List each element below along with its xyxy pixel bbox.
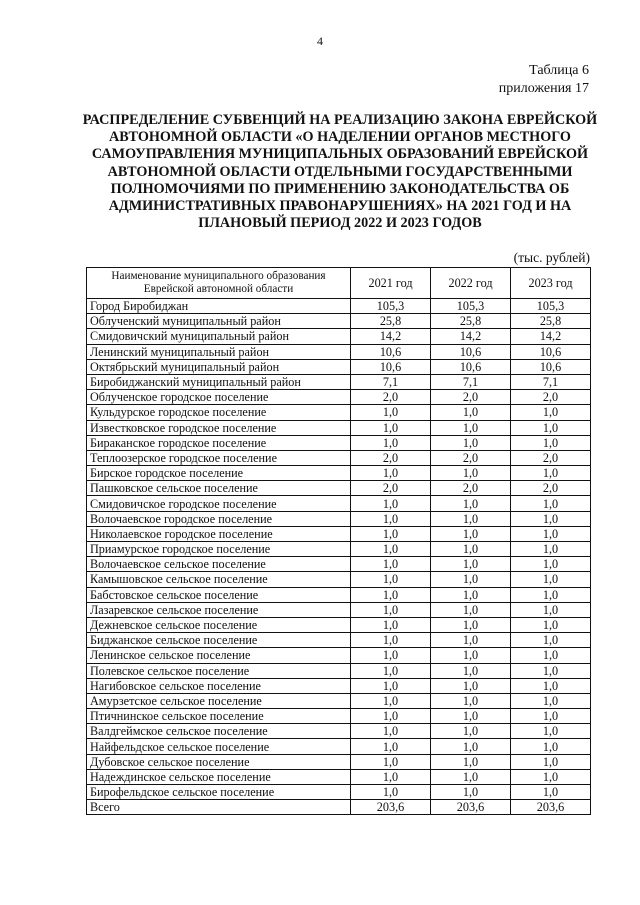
cell-year-2023: 1,0 [511, 739, 591, 754]
table-row [87, 511, 591, 526]
table-row [87, 299, 591, 314]
cell-year-2022: 1,0 [431, 466, 511, 481]
cell-year-2023: 1,0 [511, 693, 591, 708]
cell-year-2021: 2,0 [351, 481, 431, 496]
cell-municipality: Волочаевское сельское поселение [87, 557, 351, 572]
cell-year-2022: 1,0 [431, 785, 511, 800]
cell-year-2022: 1,0 [431, 557, 511, 572]
cell-year-2023: 1,0 [511, 754, 591, 769]
table-row [87, 693, 591, 708]
cell-year-2021: 1,0 [351, 739, 431, 754]
cell-year-2022: 1,0 [431, 769, 511, 784]
cell-year-2022: 203,6 [431, 800, 511, 815]
cell-year-2023: 2,0 [511, 390, 591, 405]
cell-municipality: Облученское городское поселение [87, 390, 351, 405]
cell-year-2022: 1,0 [431, 693, 511, 708]
cell-year-2023: 1,0 [511, 648, 591, 663]
cell-year-2023: 1,0 [511, 420, 591, 435]
table-row [87, 420, 591, 435]
cell-year-2023: 203,6 [511, 800, 591, 815]
cell-municipality: Биджанское сельское поселение [87, 633, 351, 648]
table-row [87, 587, 591, 602]
table-row [87, 648, 591, 663]
cell-year-2023: 1,0 [511, 511, 591, 526]
cell-municipality: Волочаевское городское поселение [87, 511, 351, 526]
cell-year-2023: 7,1 [511, 374, 591, 389]
table-row [87, 359, 591, 374]
cell-year-2022: 1,0 [431, 542, 511, 557]
cell-year-2023: 1,0 [511, 572, 591, 587]
cell-year-2023: 1,0 [511, 466, 591, 481]
cell-municipality: Облученский муниципальный район [87, 314, 351, 329]
cell-municipality: Приамурское городское поселение [87, 542, 351, 557]
table-row [87, 405, 591, 420]
cell-year-2021: 1,0 [351, 648, 431, 663]
table-row [87, 785, 591, 800]
cell-year-2021: 1,0 [351, 693, 431, 708]
cell-year-2021: 14,2 [351, 329, 431, 344]
document-title: РАСПРЕДЕЛЕНИЕ СУБВЕНЦИЙ НА РЕАЛИЗАЦИЮ ЗАКОНА ЕВРЕЙСКОЙ АВТОНОМНОЙ ОБЛАСТИ «О НАДЕЛЕНИИ ОРГАНОВ МЕСТНОГО САМОУПРАВЛЕНИЯ МУНИЦИПАЛЬНЫХ ОБРАЗОВАНИЙ ЕВРЕЙСКОЙ АВТОНОМНОЙ ОБЛАСТИ ОТДЕЛЬНЫМИ ГОСУДАРСТВЕННЫМИ ПОЛНОМОЧИЯМИ ПО ПРИМЕНЕНИЮ ЗАКОНОДАТЕЛЬСТВА ОБ АДМИНИСТРАТИВНЫХ ПРАВОНАРУШЕНИЯХ» НА 2021 ГОД И НА ПЛАНОВЫЙ ПЕРИОД 2022 И 2023 ГОДОВ [82, 112, 598, 232]
cell-year-2022: 1,0 [431, 724, 511, 739]
cell-year-2022: 1,0 [431, 496, 511, 511]
cell-year-2021: 1,0 [351, 526, 431, 541]
cell-year-2021: 10,6 [351, 359, 431, 374]
cell-municipality: Лазаревское сельское поселение [87, 602, 351, 617]
cell-municipality: Валдгеймское сельское поселение [87, 724, 351, 739]
cell-year-2022: 1,0 [431, 405, 511, 420]
cell-municipality: Бирское городское поселение [87, 466, 351, 481]
cell-municipality: Смидовичский муниципальный район [87, 329, 351, 344]
cell-year-2022: 1,0 [431, 587, 511, 602]
cell-year-2023: 1,0 [511, 663, 591, 678]
cell-year-2023: 2,0 [511, 481, 591, 496]
cell-year-2023: 1,0 [511, 769, 591, 784]
cell-municipality: Дежневское сельское поселение [87, 617, 351, 632]
table-row [87, 678, 591, 693]
cell-municipality: Найфельдское сельское поселение [87, 739, 351, 754]
cell-municipality: Ленинское сельское поселение [87, 648, 351, 663]
cell-year-2023: 25,8 [511, 314, 591, 329]
cell-year-2022: 2,0 [431, 481, 511, 496]
cell-year-2022: 1,0 [431, 678, 511, 693]
cell-municipality: Птичнинское сельское поселение [87, 709, 351, 724]
table-row [87, 602, 591, 617]
cell-year-2023: 1,0 [511, 542, 591, 557]
cell-municipality: Теплоозерское городское поселение [87, 450, 351, 465]
cell-year-2021: 1,0 [351, 542, 431, 557]
cell-year-2021: 1,0 [351, 572, 431, 587]
table-row [87, 739, 591, 754]
cell-year-2023: 1,0 [511, 709, 591, 724]
cell-municipality: Октябрьский муниципальный район [87, 359, 351, 374]
table-row [87, 450, 591, 465]
cell-municipality: Дубовское сельское поселение [87, 754, 351, 769]
table-row [87, 374, 591, 389]
header-2022: 2022 год [431, 268, 511, 299]
cell-year-2021: 1,0 [351, 466, 431, 481]
table-row [87, 663, 591, 678]
cell-year-2023: 1,0 [511, 557, 591, 572]
cell-year-2022: 105,3 [431, 299, 511, 314]
cell-year-2023: 14,2 [511, 329, 591, 344]
cell-municipality: Город Биробиджан [87, 299, 351, 314]
table-row [87, 481, 591, 496]
cell-year-2021: 10,6 [351, 344, 431, 359]
table-label: Таблица 6 [529, 63, 589, 78]
cell-year-2021: 1,0 [351, 602, 431, 617]
cell-year-2022: 1,0 [431, 739, 511, 754]
cell-municipality: Нагибовское сельское поселение [87, 678, 351, 693]
cell-municipality: Надеждинское сельское поселение [87, 769, 351, 784]
cell-year-2022: 7,1 [431, 374, 511, 389]
cell-year-2023: 1,0 [511, 724, 591, 739]
cell-year-2021: 1,0 [351, 709, 431, 724]
cell-year-2021: 105,3 [351, 299, 431, 314]
table-row [87, 542, 591, 557]
table-row [87, 526, 591, 541]
table-row [87, 329, 591, 344]
table-row [87, 344, 591, 359]
table-row [87, 496, 591, 511]
cell-year-2022: 10,6 [431, 344, 511, 359]
table-row [87, 466, 591, 481]
cell-year-2021: 1,0 [351, 663, 431, 678]
cell-municipality: Кульдурское городское поселение [87, 405, 351, 420]
cell-year-2021: 1,0 [351, 785, 431, 800]
table-row [87, 754, 591, 769]
cell-year-2023: 105,3 [511, 299, 591, 314]
cell-municipality: Известковское городское поселение [87, 420, 351, 435]
header-2021: 2021 год [351, 268, 431, 299]
cell-year-2022: 1,0 [431, 754, 511, 769]
cell-year-2021: 2,0 [351, 450, 431, 465]
cell-municipality: Бабстовское сельское поселение [87, 587, 351, 602]
cell-year-2023: 1,0 [511, 678, 591, 693]
cell-year-2023: 2,0 [511, 450, 591, 465]
cell-year-2021: 7,1 [351, 374, 431, 389]
cell-year-2021: 25,8 [351, 314, 431, 329]
cell-municipality: Ленинский муниципальный район [87, 344, 351, 359]
cell-municipality: Смидовичское городское поселение [87, 496, 351, 511]
cell-year-2022: 1,0 [431, 526, 511, 541]
cell-year-2022: 14,2 [431, 329, 511, 344]
cell-year-2022: 1,0 [431, 633, 511, 648]
cell-year-2023: 1,0 [511, 435, 591, 450]
table-row [87, 390, 591, 405]
table-row [87, 617, 591, 632]
cell-year-2021: 1,0 [351, 633, 431, 648]
cell-year-2023: 1,0 [511, 602, 591, 617]
cell-municipality: Амурзетское сельское поселение [87, 693, 351, 708]
table-row [87, 435, 591, 450]
cell-year-2022: 1,0 [431, 663, 511, 678]
table-row [87, 572, 591, 587]
cell-year-2023: 1,0 [511, 405, 591, 420]
cell-year-2022: 1,0 [431, 511, 511, 526]
table-row [87, 314, 591, 329]
cell-year-2022: 2,0 [431, 390, 511, 405]
cell-year-2022: 1,0 [431, 648, 511, 663]
cell-year-2021: 1,0 [351, 557, 431, 572]
cell-year-2022: 1,0 [431, 617, 511, 632]
cell-year-2021: 203,6 [351, 800, 431, 815]
cell-year-2021: 1,0 [351, 769, 431, 784]
table-row [87, 709, 591, 724]
cell-year-2021: 1,0 [351, 678, 431, 693]
table-row [87, 633, 591, 648]
table-row [87, 769, 591, 784]
cell-municipality: Биробиджанский муниципальный район [87, 374, 351, 389]
subsidy-table [86, 267, 591, 815]
table-row [87, 557, 591, 572]
cell-year-2023: 1,0 [511, 617, 591, 632]
cell-year-2021: 1,0 [351, 754, 431, 769]
cell-year-2023: 10,6 [511, 359, 591, 374]
cell-year-2021: 1,0 [351, 511, 431, 526]
cell-year-2023: 1,0 [511, 526, 591, 541]
table-row [87, 724, 591, 739]
cell-year-2022: 1,0 [431, 435, 511, 450]
header-municipality: Наименование муниципального образования Еврейской автономной области [87, 268, 351, 299]
cell-year-2021: 1,0 [351, 617, 431, 632]
cell-municipality: Николаевское городское поселение [87, 526, 351, 541]
cell-municipality: Бирофельдское сельское поселение [87, 785, 351, 800]
cell-year-2021: 1,0 [351, 405, 431, 420]
cell-year-2023: 1,0 [511, 496, 591, 511]
header-2023: 2023 год [511, 268, 591, 299]
cell-municipality: Пашковское сельское поселение [87, 481, 351, 496]
units-label: (тыс. рублей) [513, 250, 590, 265]
cell-year-2022: 2,0 [431, 450, 511, 465]
cell-year-2023: 10,6 [511, 344, 591, 359]
cell-year-2022: 25,8 [431, 314, 511, 329]
cell-year-2023: 1,0 [511, 633, 591, 648]
cell-year-2021: 1,0 [351, 496, 431, 511]
cell-year-2023: 1,0 [511, 587, 591, 602]
cell-municipality: Всего [87, 800, 351, 815]
cell-year-2021: 1,0 [351, 587, 431, 602]
cell-year-2021: 2,0 [351, 390, 431, 405]
cell-year-2021: 1,0 [351, 435, 431, 450]
table-body [87, 299, 591, 815]
cell-municipality: Бираканское городское поселение [87, 435, 351, 450]
cell-municipality: Полевское сельское поселение [87, 663, 351, 678]
cell-year-2022: 1,0 [431, 602, 511, 617]
table-header-row [87, 268, 591, 299]
cell-year-2022: 1,0 [431, 420, 511, 435]
cell-year-2022: 1,0 [431, 709, 511, 724]
cell-year-2023: 1,0 [511, 785, 591, 800]
cell-year-2022: 10,6 [431, 359, 511, 374]
table-total-row [87, 800, 591, 815]
page-number: 4 [317, 34, 323, 48]
cell-municipality: Камышовское сельское поселение [87, 572, 351, 587]
appendix-label: приложения 17 [498, 81, 589, 96]
cell-year-2021: 1,0 [351, 724, 431, 739]
cell-year-2021: 1,0 [351, 420, 431, 435]
cell-year-2022: 1,0 [431, 572, 511, 587]
